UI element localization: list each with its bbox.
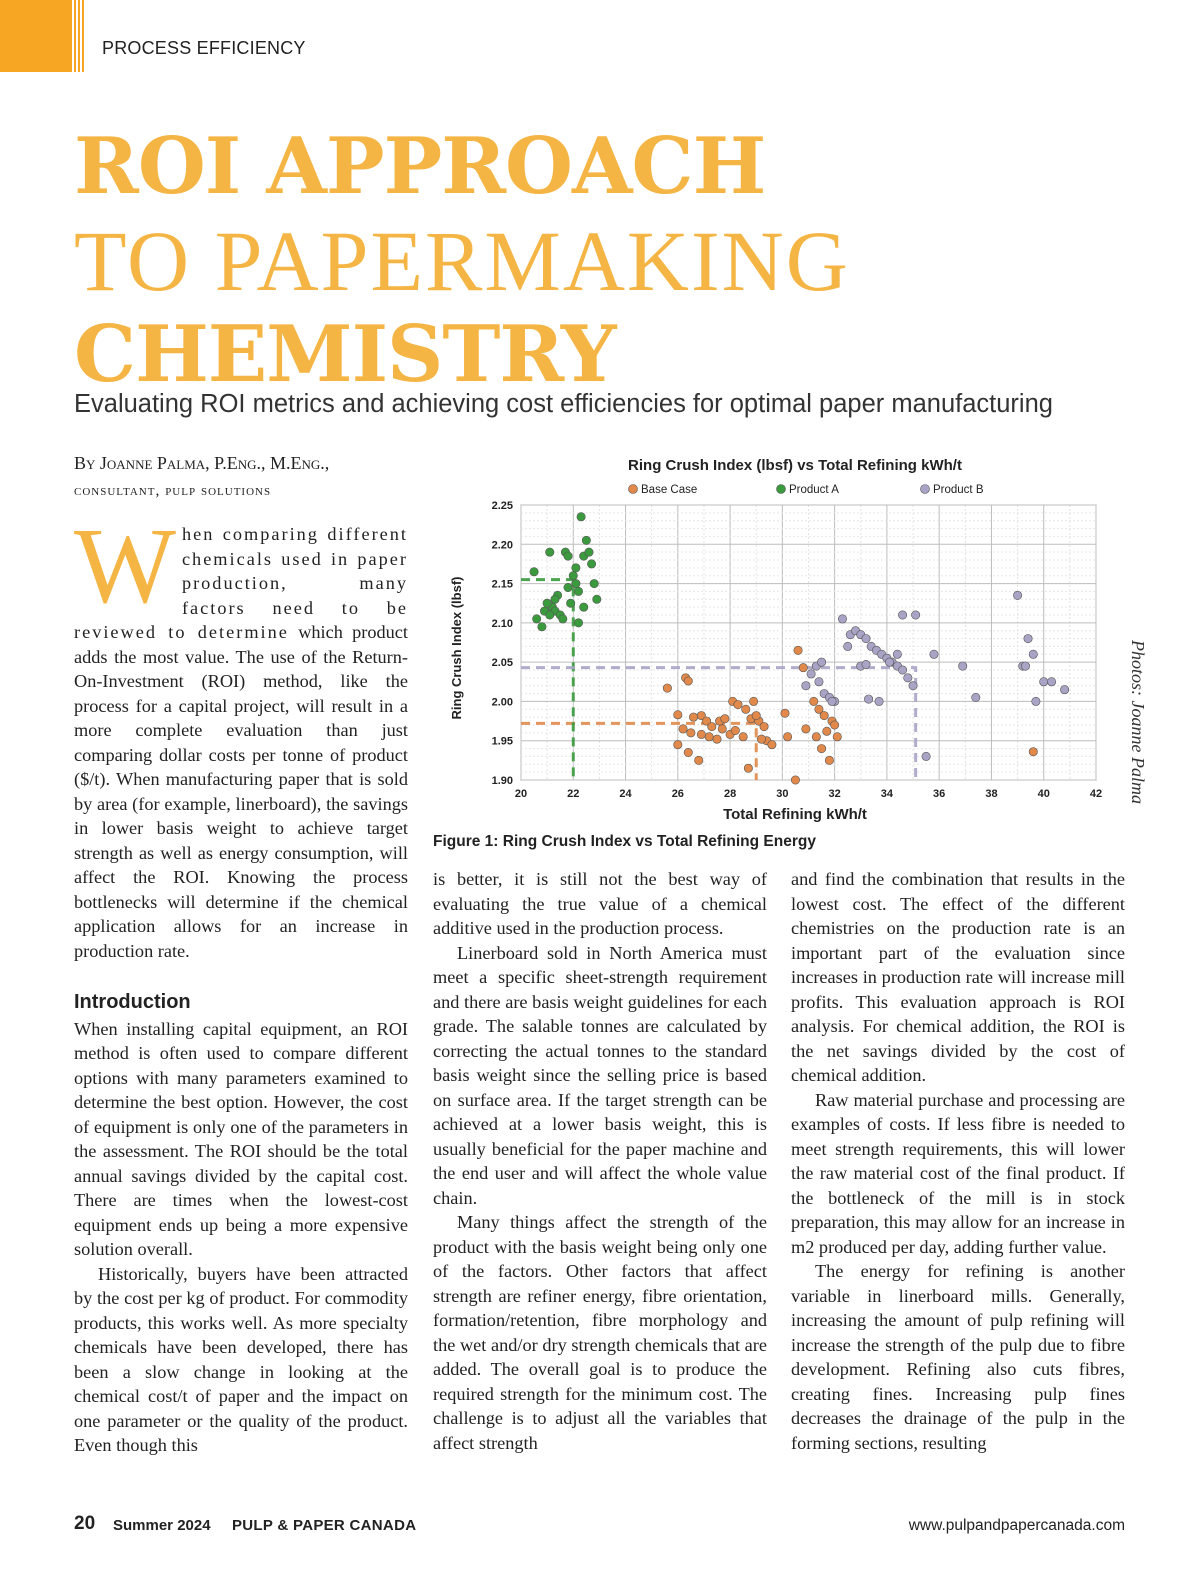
data-point <box>825 756 833 764</box>
data-point <box>930 650 938 658</box>
data-point <box>663 684 671 692</box>
chart-y-axis-label: Ring Crush Index (lbsf) <box>449 576 464 720</box>
data-point <box>582 536 590 544</box>
data-point <box>587 560 595 568</box>
data-point <box>823 727 831 735</box>
data-point <box>760 722 768 730</box>
x-tick-label: 30 <box>776 788 789 800</box>
data-point <box>684 677 692 685</box>
data-point <box>830 721 838 729</box>
x-tick-label: 32 <box>828 788 841 800</box>
paragraph-6: The energy for refining is another variable in linerboard mills. Generally, increasing the amount of pulp refining will increase the strength of the pulp due to fibre development. Refining also cuts fibres, creating fines. Increasing pulp fines decreases the drainage of the pulp in the forming sections, resulting <box>791 1261 1125 1453</box>
x-tick-label: 22 <box>567 788 580 800</box>
article-column-2 <box>433 867 767 1455</box>
y-tick-label: 2.05 <box>491 657 513 670</box>
data-point <box>580 603 588 611</box>
paragraph-1: When installing capital equipment, an ROI method is often used to compare different options with many parameters examined to determine the best option. However, the cost of equipment is only one of the parameters in the assessment. The ROI should be the total annual savings divided by the capital cost. There are times when the lowest-cost equipment ends up being a more expensive solution overall. <box>74 1018 408 1259</box>
y-tick-label: 2.00 <box>491 696 513 709</box>
data-point <box>838 615 846 623</box>
data-point <box>959 662 967 670</box>
data-point <box>679 725 687 733</box>
data-point <box>1047 678 1055 686</box>
data-point <box>864 695 872 703</box>
data-point <box>674 740 682 748</box>
data-point <box>585 548 593 556</box>
data-point <box>574 587 582 595</box>
paragraph-4: Many things affect the strength of the product with the basis weight being only one of the factors. Other factors that affect strength are refiner energy, fibre orientation, formation/retention, fibre morphology and the wet and/or dry strength chemicals that are added. The overall goal is to produce the required strength for the minimum cost. The challenge is to adjust all the variables that affect strength <box>433 1212 767 1453</box>
paragraph-4-continued: and find the combination that results in the lowest cost. The effect of the different chemistries on the production rate is an important part of the evaluation since increases in production rate will increase mill profits. This evaluation approach is ROI analysis. For chemical addition, the ROI is the net savings divided by the cost of chemical addition. <box>791 869 1125 1085</box>
data-point <box>697 730 705 738</box>
x-tick-label: 36 <box>933 788 946 800</box>
data-point <box>1024 634 1032 642</box>
paragraph-5: Raw material purchase and processing are examples of costs. If less fibre is needed to meet strength requirements, this will lower the raw material cost of the final product. If the bottleneck of the mill is in stock preparation, this may allow for an increase in m2 produced per day, adding further value. <box>791 1089 1125 1257</box>
data-point <box>530 568 538 576</box>
data-point <box>862 634 870 642</box>
data-point <box>898 611 906 619</box>
data-point <box>1040 678 1048 686</box>
legend-label: Product A <box>789 484 839 496</box>
y-tick-label: 2.15 <box>491 578 513 591</box>
article-column-3 <box>791 867 1125 1455</box>
data-point <box>1013 591 1021 599</box>
data-point <box>1029 748 1037 756</box>
photo-credit: Photos: Joanne Palma <box>1128 640 1148 804</box>
data-point <box>757 735 765 743</box>
data-point <box>898 666 906 674</box>
corner-accent-bar <box>0 0 70 72</box>
legend-marker <box>921 485 930 494</box>
data-point <box>799 663 807 671</box>
data-point <box>577 513 585 521</box>
data-point <box>810 697 818 705</box>
issue-label: Summer 2024 <box>113 1517 211 1534</box>
data-point <box>569 572 577 580</box>
paragraph-2-continued: is better, it is still not the best way of evaluating the true value of a chemical additive used in the production process. <box>433 869 767 938</box>
article-subtitle: Evaluating ROI metrics and achieving cost efficiencies for optimal paper manufacturing <box>74 390 1053 418</box>
data-point <box>885 658 893 666</box>
y-tick-label: 1.95 <box>491 735 513 748</box>
byline-role: consultant, pulp solutions <box>74 482 272 499</box>
data-point <box>593 595 601 603</box>
data-point <box>972 693 980 701</box>
x-tick-label: 40 <box>1037 788 1050 800</box>
data-point <box>862 660 870 668</box>
data-point <box>833 733 841 741</box>
data-point <box>731 726 739 734</box>
x-tick-label: 26 <box>671 788 684 800</box>
data-point <box>590 579 598 587</box>
data-point <box>674 711 682 719</box>
data-point <box>708 722 716 730</box>
data-point <box>684 748 692 756</box>
data-point <box>705 733 713 741</box>
x-tick-label: 34 <box>880 788 894 800</box>
byline <box>74 450 329 504</box>
data-point <box>564 552 572 560</box>
data-point <box>543 599 551 607</box>
x-tick-label: 38 <box>985 788 998 800</box>
data-point <box>721 715 729 723</box>
data-point <box>1021 662 1029 670</box>
figure-caption: Figure 1: Ring Crush Index vs Total Refining Energy <box>433 833 816 850</box>
data-point <box>812 733 820 741</box>
data-point <box>817 658 825 666</box>
legend-label: Base Case <box>641 484 698 496</box>
data-point <box>749 697 757 705</box>
data-point <box>574 619 582 627</box>
data-point <box>893 650 901 658</box>
chart-grid <box>521 505 1096 780</box>
data-point <box>713 735 721 743</box>
scatter-chart <box>433 448 1123 833</box>
x-tick-label: 20 <box>514 788 528 800</box>
data-point <box>794 646 802 654</box>
x-tick-label: 24 <box>619 788 632 800</box>
data-point <box>742 705 750 713</box>
y-tick-label: 2.10 <box>491 617 513 630</box>
data-point <box>689 713 697 721</box>
corner-accent-stripes <box>70 0 84 72</box>
data-point <box>572 564 580 572</box>
data-point <box>820 711 828 719</box>
data-point <box>781 709 789 717</box>
data-point <box>564 583 572 591</box>
legend-marker <box>777 485 786 494</box>
data-point <box>695 756 703 764</box>
data-point <box>768 740 776 748</box>
data-point <box>559 615 567 623</box>
page-number: 20 <box>74 1513 96 1534</box>
data-point <box>752 711 760 719</box>
data-point <box>1032 697 1040 705</box>
article-title <box>74 120 850 402</box>
publication-url[interactable]: www.pulpandpapercanada.com <box>908 1517 1125 1534</box>
data-point <box>572 579 580 587</box>
data-point <box>734 700 742 708</box>
title-line-2: TO PAPERMAKING <box>74 213 850 309</box>
x-tick-label: 42 <box>1089 788 1103 800</box>
drop-cap: W <box>74 507 176 626</box>
legend-label: Product B <box>933 484 984 496</box>
data-point <box>551 595 559 603</box>
data-point <box>807 670 815 678</box>
data-point <box>844 642 852 650</box>
legend-marker <box>629 485 638 494</box>
data-point <box>783 733 791 741</box>
data-point <box>744 764 752 772</box>
article-column-1 <box>74 507 408 1458</box>
data-point <box>875 697 883 705</box>
byline-author: By Joanne Palma, P.Eng., M.Eng., <box>74 453 330 473</box>
data-point <box>687 729 695 737</box>
figure-chart <box>433 448 1123 833</box>
data-point <box>739 733 747 741</box>
title-line-3: CHEMISTRY <box>74 309 616 400</box>
data-point <box>922 752 930 760</box>
data-point <box>538 623 546 631</box>
paragraph-3: Linerboard sold in North America must meet a specific sheet-strength requirement and there are basis weight guidelines for each grade. The salable tonnes are calculated by correcting the actual tonnes to the standard basis weight since the selling price is based on surface area. If the target strength can be achieved at a lower basis weight, this is usually beneficial for the paper machine and the end user and will affect the whole value chain. <box>433 942 767 1208</box>
data-point <box>904 674 912 682</box>
data-point <box>1029 650 1037 658</box>
data-point <box>791 776 799 784</box>
data-point <box>566 599 574 607</box>
data-point <box>911 611 919 619</box>
y-tick-label: 2.20 <box>491 539 513 552</box>
data-point <box>815 678 823 686</box>
data-point <box>546 548 554 556</box>
chart-legend <box>629 484 984 496</box>
title-line-1: ROI APPROACH <box>74 121 766 212</box>
paragraph-2: Historically, buyers have been attracted by the cost per kg of product. For commodity products, this works well. As more specialty chemicals have been developed, there has been a slow change in looking at the chemical cost/t of paper and the impact on one parameter or the quality of the product. Even though this <box>74 1263 408 1455</box>
data-point <box>546 611 554 619</box>
chart-x-axis-label: Total Refining kWh/t <box>723 806 867 823</box>
y-tick-label: 1.90 <box>491 775 513 787</box>
lead-paragraph-first-lines: hen comparing different chemicals used in paper production, many factors need to be reviewed to determine <box>74 524 408 642</box>
chart-title: Ring Crush Index (lbsf) vs Total Refining kWh/t <box>628 457 962 474</box>
data-point <box>828 697 836 705</box>
data-point <box>802 682 810 690</box>
x-tick-label: 28 <box>723 788 737 800</box>
section-label: PROCESS EFFICIENCY <box>102 38 306 58</box>
data-point <box>909 682 917 690</box>
publication-name: PULP & PAPER CANADA <box>232 1517 417 1534</box>
data-point <box>802 725 810 733</box>
y-tick-label: 2.25 <box>491 500 513 512</box>
data-point <box>1060 685 1068 693</box>
data-point <box>532 615 540 623</box>
data-point <box>718 725 726 733</box>
section-heading-introduction: Introduction <box>74 991 191 1013</box>
data-point <box>817 744 825 752</box>
lead-paragraph-rest: which product adds the most value. The use of the Return-On-Investment (ROI) method, like the process for a capital project, will result in a more complete evaluation than just comparing dollar costs per tonne of product ($/t). When manufacturing paper that is sold by area (for example, linerboard), the savings in lower basis weight to achieve target strength as well as energy consumption, will affect the ROI. Knowing the process bottlenecks will determine if the chemical application allows for an increase in production rate. <box>74 622 408 961</box>
